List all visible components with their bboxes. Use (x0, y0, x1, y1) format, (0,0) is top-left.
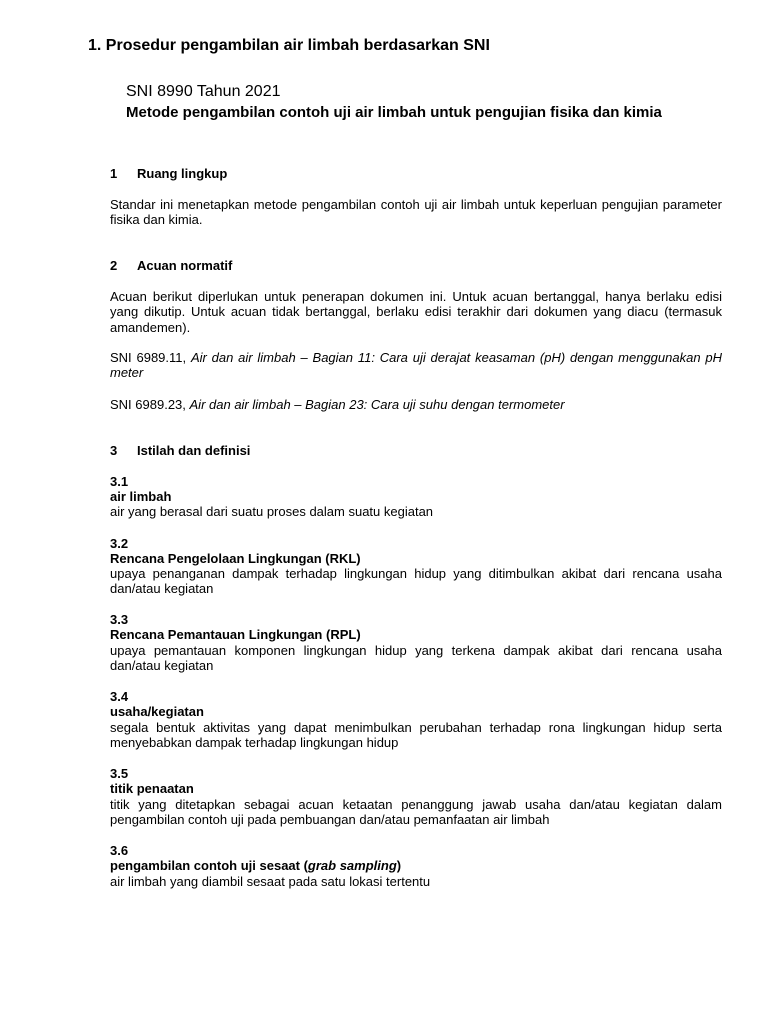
section-title-normative: Acuan normatif (137, 258, 233, 273)
term-definition: air limbah yang diambil sesaat pada satu lokasi tertentu (110, 874, 431, 889)
term-number: 3.5 (110, 766, 129, 781)
normative-reference (110, 397, 722, 412)
reference-title: Air dan air limbah – Bagian 11: Cara uji derajat keasaman (pH) dengan menggunakan pH meter (110, 350, 722, 381)
term-definition: air yang berasal dari suatu proses dalam suatu kegiatan (110, 504, 434, 519)
term-name: usaha/kegiatan (110, 704, 204, 719)
reference-code: SNI 6989.23, (110, 397, 186, 412)
term-definition: upaya penanganan dampak terhadap lingkungan hidup yang ditimbulkan akibat dari rencana usaha dan/atau kegiatan (110, 566, 722, 597)
term-number: 3.1 (110, 474, 129, 489)
reference-code: SNI 6989.11, (110, 350, 187, 365)
term-number: 3.6 (110, 843, 129, 858)
term-definition: segala bentuk aktivitas yang dapat menimbulkan perubahan terhadap rona lingkungan hidup serta menyebabkan dampak terhadap lingkungan hidup (110, 720, 722, 751)
section-title-scope: Ruang lingkup (137, 166, 228, 181)
section-number: 2 (110, 258, 118, 273)
term-name-suffix: ) (396, 858, 402, 873)
term-number: 3.2 (110, 536, 129, 551)
term-name-italic: grab sampling (307, 858, 397, 873)
standard-title: Metode pengambilan contoh uji air limbah untuk pengujian fisika dan kimia (126, 104, 662, 121)
section-number: 3 (110, 443, 118, 458)
term-definition: titik yang ditetapkan sebagai acuan ketaatan penanggung jawab usaha dan/atau kegiatan dalam pengambilan contoh uji pada pembuangan dan/atau pemanfaatan air limbah (110, 797, 722, 828)
section-title-terms: Istilah dan definisi (137, 443, 251, 458)
reference-title: Air dan air limbah – Bagian 23: Cara uji suhu dengan termometer (189, 397, 565, 412)
term-name: Rencana Pemantauan Lingkungan (RPL) (110, 627, 361, 642)
term-number: 3.3 (110, 612, 129, 627)
section-number: 1 (110, 166, 118, 181)
standard-code: SNI 8990 Tahun 2021 (126, 83, 281, 100)
term-name: air limbah (110, 489, 172, 504)
term-name: Rencana Pengelolaan Lingkungan (RKL) (110, 551, 361, 566)
term-number: 3.4 (110, 689, 129, 704)
term-definition: upaya pemantauan komponen lingkungan hidup yang terkena dampak akibat dari rencana usaha dan/atau kegiatan (110, 643, 722, 674)
main-title: 1. Prosedur pengambilan air limbah berdasarkan SNI (88, 37, 490, 54)
normative-paragraph: Acuan berikut diperlukan untuk penerapan dokumen ini. Untuk acuan bertanggal, hanya berlaku edisi yang dikutip. Untuk acuan tidak bertanggal, berlaku edisi terakhir dari dokumen yang diacu (termasuk amandemen). (110, 289, 722, 335)
term-name (110, 858, 401, 873)
term-name-prefix: pengambilan contoh uji sesaat ( (110, 858, 308, 873)
scope-paragraph: Standar ini menetapkan metode pengambilan contoh uji air limbah untuk keperluan pengujian parameter fisika dan kimia. (110, 197, 722, 228)
normative-reference (110, 350, 722, 381)
term-name: titik penaatan (110, 781, 194, 796)
